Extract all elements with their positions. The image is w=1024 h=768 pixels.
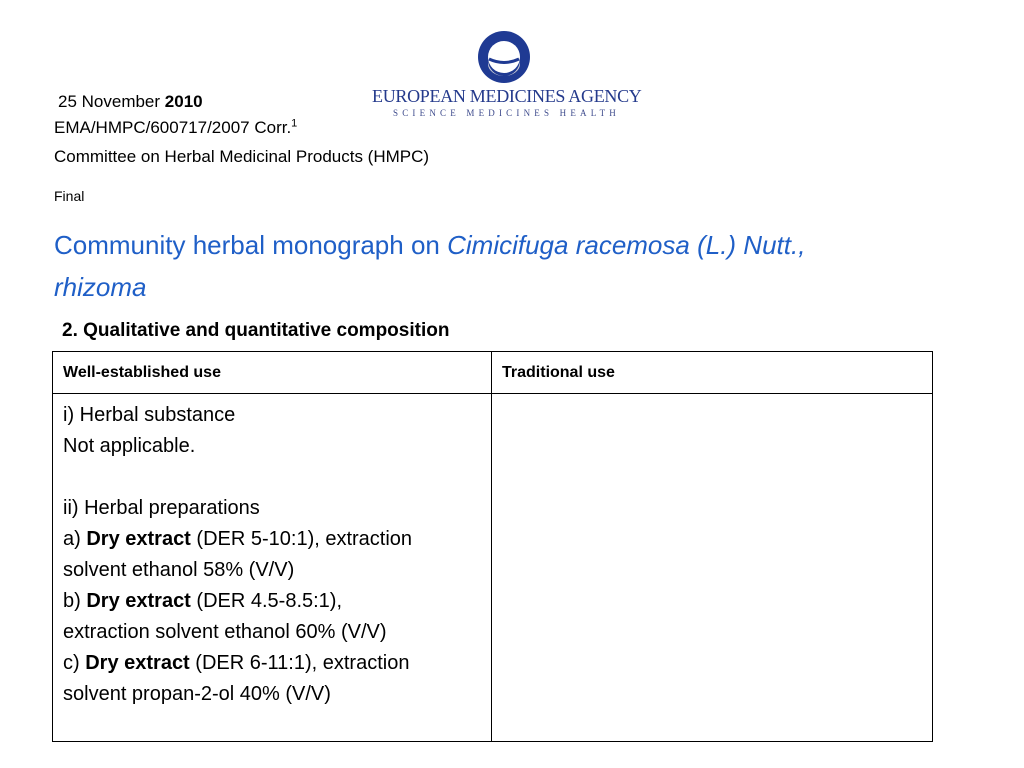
- preparation-marker: a): [63, 528, 87, 550]
- table-row: [53, 394, 933, 742]
- document-reference: [54, 118, 297, 138]
- composition-table: [52, 351, 933, 742]
- document-status: Final: [54, 188, 85, 204]
- traditional-use-cell: [492, 394, 933, 742]
- preparation-c-solvent: solvent propan-2-ol 40% (V/V): [63, 683, 331, 705]
- herbal-substance-heading: i) Herbal substance: [63, 404, 236, 426]
- page-title: [54, 224, 994, 308]
- preparation-name: Dry extract: [85, 652, 190, 674]
- reference-text: EMA/HMPC/600717/2007 Corr.: [54, 118, 292, 137]
- preparation-marker: c): [63, 652, 86, 674]
- ema-logo: [372, 30, 642, 122]
- preparation-detail: (DER 6-11:1), extraction: [189, 652, 410, 674]
- date-text: 25 November: [58, 92, 161, 111]
- reference-footnote-marker: 1: [291, 117, 298, 130]
- title-plant-part: rhizoma: [54, 272, 147, 302]
- herbal-substance-text: Not applicable.: [63, 435, 196, 457]
- preparation-name: Dry extract: [86, 528, 191, 550]
- preparation-detail: (DER 5-10:1), extraction: [190, 528, 413, 550]
- logo-name: EUROPEAN MEDICINES AGENCY: [372, 86, 642, 106]
- logo-tagline: SCIENCE MEDICINES HEALTH: [393, 108, 620, 118]
- well-established-use-cell: [53, 394, 492, 742]
- preparation-a: [63, 524, 481, 555]
- section-heading: 2. Qualitative and quantitative composition: [62, 320, 450, 341]
- herbal-preparations-heading: ii) Herbal preparations: [63, 497, 260, 519]
- spacer: [63, 462, 481, 493]
- preparation-a-solvent: solvent ethanol 58% (V/V): [63, 559, 295, 581]
- preparation-b-solvent: extraction solvent ethanol 60% (V/V): [63, 621, 387, 643]
- committee-name: Committee on Herbal Medicinal Products (HMPC): [54, 147, 430, 166]
- table-header-row: [53, 352, 933, 394]
- date-year: 2010: [164, 92, 203, 111]
- preparation-b: [63, 586, 481, 617]
- title-prefix: Community herbal monograph on: [54, 230, 448, 260]
- title-species: Cimicifuga racemosa (L.) Nutt.,: [447, 230, 806, 260]
- header-well-established-use: Well-established use: [53, 352, 492, 394]
- header-traditional-use: Traditional use: [492, 352, 933, 394]
- preparation-marker: b): [63, 590, 87, 612]
- ema-emblem-icon: [477, 30, 531, 84]
- preparation-detail: (DER 4.5-8.5:1),: [190, 590, 343, 612]
- preparation-name: Dry extract: [86, 590, 191, 612]
- preparation-c: [63, 648, 481, 679]
- document-date: [58, 92, 203, 112]
